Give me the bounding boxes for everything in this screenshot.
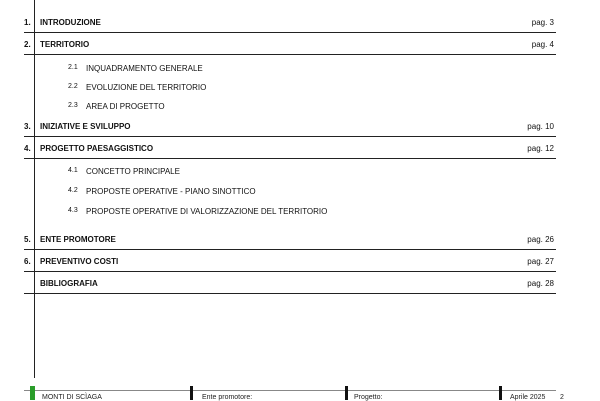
toc-section-6[interactable] [24, 257, 556, 272]
section-number: 4. [24, 144, 31, 153]
subsection-title: INQUADRAMENTO GENERALE [86, 64, 203, 73]
section-title: BIBLIOGRAFIA [40, 279, 98, 288]
toc-section-4[interactable] [24, 144, 556, 159]
section-page: pag. 26 [527, 235, 554, 244]
section-page: pag. 3 [531, 18, 554, 27]
footer-project-label: Progetto: [354, 394, 383, 401]
section-page: pag. 27 [527, 257, 554, 266]
toc-section-5[interactable] [24, 235, 556, 250]
page-footer [0, 384, 600, 400]
section-page: pag. 12 [527, 144, 554, 153]
left-margin-line [34, 0, 35, 378]
footer-separator-marker [190, 386, 193, 400]
section-number: 2. [24, 40, 31, 49]
subsection-number: 4.1 [68, 167, 78, 174]
footer-project-name: MONTI DI SCÌAGA [42, 394, 102, 401]
subsection-title: EVOLUZIONE DEL TERRITORIO [86, 83, 207, 92]
section-number: 5. [24, 235, 31, 244]
section-title: INIZIATIVE E SVILUPPO [40, 122, 131, 131]
toc-section-3[interactable] [24, 122, 556, 137]
section-title: PREVENTIVO COSTI [40, 257, 119, 266]
subsection-number: 2.1 [68, 64, 78, 71]
section-number: 3. [24, 122, 31, 131]
footer-promoter-label: Ente promotore: [202, 394, 253, 401]
section-page: pag. 4 [531, 40, 554, 49]
section-number: 6. [24, 257, 31, 266]
subsection-number: 4.2 [68, 187, 78, 194]
subsection-number: 4.3 [68, 207, 78, 214]
footer-date: Aprile 2025 [510, 394, 546, 401]
subsection-number: 2.2 [68, 83, 78, 90]
footer-page-number: 2 [560, 394, 564, 401]
footer-divider [24, 390, 556, 391]
section-page: pag. 10 [527, 122, 554, 131]
subsection-title: PROPOSTE OPERATIVE DI VALORIZZAZIONE DEL TERRITORIO [86, 207, 328, 216]
footer-separator-marker [499, 386, 502, 400]
section-title: ENTE PROMOTORE [40, 235, 116, 244]
project-color-marker [30, 386, 35, 400]
toc-section-bibliografia[interactable] [24, 279, 556, 294]
section-number: 1. [24, 18, 31, 27]
subsection-title: AREA DI PROGETTO [86, 102, 165, 111]
section-title: TERRITORIO [40, 40, 90, 49]
section-title: PROGETTO PAESAGGISTICO [40, 144, 154, 153]
section-page: pag. 28 [527, 279, 554, 288]
toc-section-1[interactable] [24, 18, 556, 33]
toc-section-2[interactable] [24, 40, 556, 55]
subsection-title: PROPOSTE OPERATIVE - PIANO SINOTTICO [86, 187, 256, 196]
subsection-title: CONCETTO PRINCIPALE [86, 167, 180, 176]
subsection-number: 2.3 [68, 102, 78, 109]
footer-separator-marker [345, 386, 348, 400]
section-title: INTRODUZIONE [40, 18, 101, 27]
